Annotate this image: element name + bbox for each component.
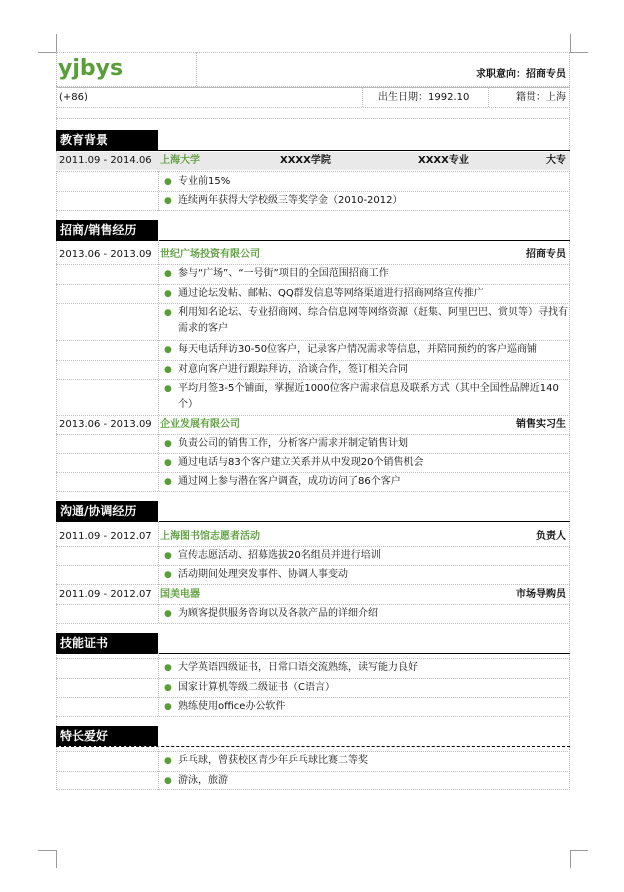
section-title-education: 教育背景 (56, 130, 158, 150)
section-title-hobbies: 特长爱好 (56, 726, 158, 746)
birth-date (378, 89, 469, 107)
native-place (516, 89, 566, 107)
bullet-icon: ● (164, 551, 172, 561)
job-role: 招商专员 (526, 249, 566, 260)
education-college: XXXX学院 (280, 155, 331, 166)
job-role: 销售实习生 (516, 419, 566, 430)
bullet-icon: ● (164, 308, 172, 318)
job-item: 活动期间处理突发事件、协调人事变动 (178, 569, 348, 580)
bullet-icon: ● (164, 196, 172, 206)
education-item: 专业前15% (178, 176, 231, 187)
bullet-icon: ● (164, 756, 172, 766)
section-title-sales: 招商/销售经历 (56, 220, 158, 240)
bullet-icon: ● (164, 289, 172, 299)
crop-mark (570, 52, 588, 53)
section-title-communication: 沟通/协调经历 (56, 501, 158, 521)
job-item: 每天电话拜访30-50位客户，记录客户情况需求等信息，并陪同预约的客户巡商铺 (178, 344, 538, 355)
crop-mark (38, 850, 56, 851)
skill-item: 熟练使用office办公软件 (178, 701, 286, 712)
education-item: 连续两年获得大学校级三等奖学金（2010-2012） (178, 195, 403, 206)
job-company: 国美电器 (160, 589, 200, 600)
job-item: 对意向客户进行跟踪拜访，洽谈合作，签订相关合同 (178, 364, 408, 375)
job-role: 市场导购员 (516, 589, 566, 600)
bullet-icon: ● (164, 384, 172, 394)
job-role: 负责人 (536, 531, 566, 542)
bullet-icon: ● (164, 177, 172, 187)
job-period: 2011.09 - 2012.07 (59, 589, 152, 600)
job-company: 世纪广场投资有限公司 (160, 249, 260, 260)
crop-mark (56, 850, 57, 868)
bullet-icon: ● (164, 439, 172, 449)
bullet-icon: ● (164, 570, 172, 580)
education-school: 上海大学 (160, 155, 200, 166)
logo: yjbys (58, 56, 124, 81)
skill-item: 大学英语四级证书，日常口语交流熟练，读写能力良好 (178, 662, 418, 673)
education-degree: 大专 (546, 155, 566, 166)
bullet-icon: ● (164, 269, 172, 279)
job-period: 2013.06 - 2013.09 (59, 249, 152, 260)
job-company: 上海图书馆志愿者活动 (160, 531, 260, 542)
bullet-icon: ● (164, 663, 172, 673)
crop-mark (570, 34, 571, 52)
job-item: 参与“广场”、“一号街”项目的全国范围招商工作 (178, 268, 389, 279)
education-major: XXXX专业 (418, 155, 469, 166)
bullet-icon: ● (164, 458, 172, 468)
bullet-icon: ● (164, 609, 172, 619)
job-intent (476, 66, 566, 84)
job-item: 宣传志愿活动、招募选拔20名组员并进行培训 (178, 550, 381, 561)
bullet-icon: ● (164, 477, 172, 487)
job-item: 通过网上参与潜在客户调查，成功访问了86个客户 (178, 476, 401, 487)
native-place-label: 籍贯： (516, 92, 546, 103)
job-item: 为顾客提供服务咨询以及各款产品的详细介绍 (178, 608, 378, 619)
job-item: 平均月签3-5个铺面，掌握近1000位客户需求信息及联系方式（其中全国性品牌近140个） (178, 383, 559, 410)
crop-mark (570, 850, 571, 868)
bullet-icon: ● (164, 776, 172, 786)
bullet-icon: ● (164, 365, 172, 375)
job-company: 企业发展有限公司 (160, 419, 240, 430)
job-intent-value: 招商专员 (526, 69, 566, 80)
job-item: 利用知名论坛、专业招商网、综合信息网等网络资源（赶集、阿里巴巴、赏贝等）寻找有需求的客户 (178, 307, 568, 334)
birth-date-value: 1992.10 (428, 92, 470, 103)
bullet-icon: ● (164, 345, 172, 355)
birth-date-label: 出生日期： (378, 92, 428, 103)
bullet-icon: ● (164, 683, 172, 693)
job-item: 通过电话与83个客户建立关系并从中发现20个销售机会 (178, 457, 424, 468)
education-period: 2011.09 - 2014.06 (59, 155, 152, 166)
phone: (+86) (59, 92, 88, 103)
job-period: 2011.09 - 2012.07 (59, 531, 152, 542)
crop-mark (56, 34, 57, 52)
job-item: 负责公司的销售工作，分析客户需求并制定销售计划 (178, 438, 408, 449)
crop-mark (38, 52, 56, 53)
resume-page (56, 52, 570, 790)
skill-item: 国家计算机等级二级证书（C语言） (178, 682, 335, 693)
hobby-item: 游泳，旅游 (178, 775, 228, 786)
job-intent-label: 求职意向： (476, 69, 526, 80)
crop-mark (570, 850, 588, 851)
hobby-item: 乒乓球，曾获校区青少年乒乓球比赛二等奖 (178, 755, 368, 766)
education-row (56, 152, 570, 170)
bullet-icon: ● (164, 702, 172, 712)
job-item: 通过论坛发帖、邮帖、QQ群发信息等网络渠道进行招商网络宣传推广 (178, 288, 484, 299)
native-place-value: 上海 (546, 92, 566, 103)
job-period: 2013.06 - 2013.09 (59, 419, 152, 430)
section-title-skills: 技能证书 (56, 633, 158, 653)
